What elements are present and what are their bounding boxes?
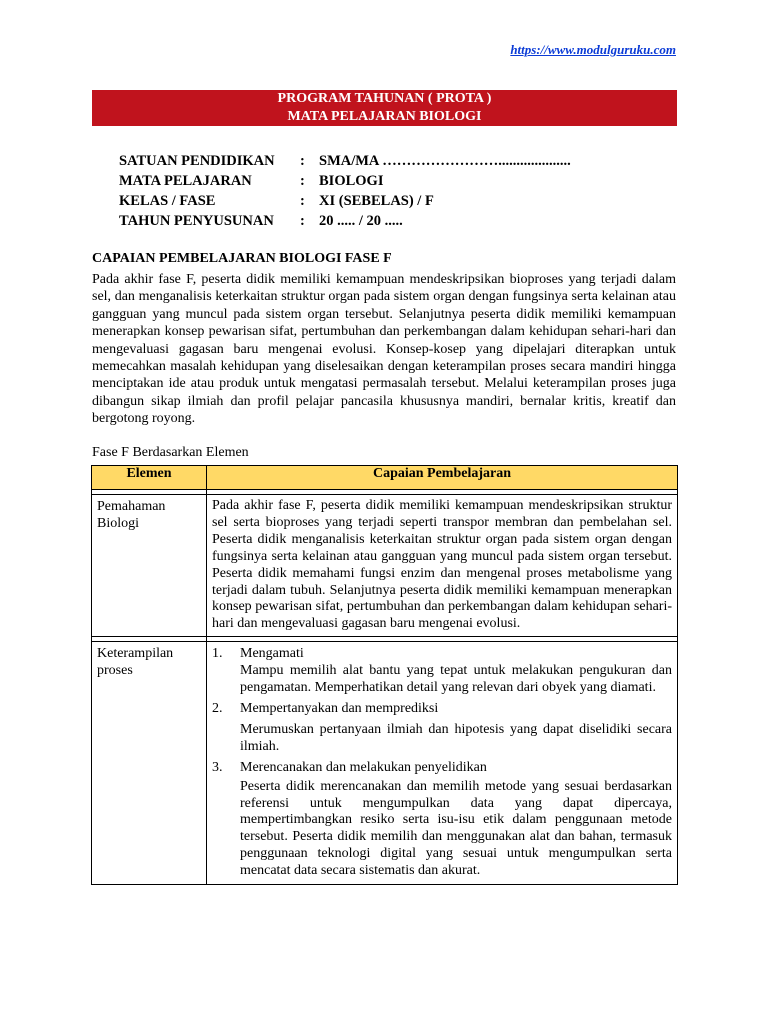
identity-value: BIOLOGI <box>319 173 384 189</box>
item-title: Merencanakan dan melakukan penyelidikan <box>240 759 487 775</box>
item-description: Mampu memilih alat bantu yang tepat untuk melakukan pengukuran dan pengamatan. Memperhatikan detail yang relevan dari obyek yang diamati. <box>240 663 672 696</box>
section-heading: CAPAIAN PEMBELAJARAN BIOLOGI FASE F <box>92 251 392 266</box>
capaian-paragraph: Pada akhir fase F, peserta didik memiliki kemampuan mendeskripsikan bioproses yang terjadi dalam sel, dan menganalisis keterkaitan struktur organ pada sistem organ dengan fungsinya serta kelainan atau gangguan yang muncul pada sistem organ tersebut. Selanjutnya peserta didik memiliki kemampuan menerapkan konsep pewarisan sifat, pertumbuhan dan perkembangan dalam kehidupan sehari-hari dan mengevaluasi gagasan baru mengenai evolusi. Konsep-kosep yang dipelajari diterapkan untuk memecahkan masalah kehidupan yang diselesaikan dengan keterampilan proses secara mandiri hingga menciptakan ide atau produk untuk mengatasi permasalah tersebut. Melalui keterampilan proses juga dibangun sikap ilmiah dan profil pelajar pancasila khususnya mandiri, bernalar kritis, kreatif dan bergotong royong. <box>92 272 676 427</box>
identity-value: 20 ..... / 20 ..... <box>319 213 403 229</box>
identity-row <box>119 171 571 191</box>
banner-title-line2: MATA PELAJARAN BIOLOGI <box>287 109 482 124</box>
list-item <box>212 760 672 777</box>
item-title: Mempertanyakan dan memprediksi <box>240 700 439 716</box>
identity-colon: : <box>300 193 305 209</box>
header-capaian: Capaian Pembelajaran <box>207 466 678 490</box>
item-number: 2. <box>212 700 223 716</box>
item-number: 1. <box>212 646 223 662</box>
identity-colon: : <box>300 153 305 169</box>
identity-block <box>119 151 571 231</box>
identity-row <box>119 191 571 211</box>
list-item <box>212 701 672 718</box>
identity-row <box>119 151 571 171</box>
table-header-row <box>92 466 678 490</box>
identity-key: SATUAN PENDIDIKAN <box>119 153 275 169</box>
capaian-cell: Pada akhir fase F, peserta didik memiliki kemampuan mendeskripsikan struktur sel serta bioproses yang terjadi seperti transpor membran dan pembelahan sel. Peserta didik menganalisis keterkaitan struktur organ pada sistem organ dengan fungsinya serta kelainan atau gangguan yang muncul pada sistem organ tersebut. Peserta didik memahami fungsi enzim dan mengenal proses metabolisme yang terjadi dalam tubuh. Selanjutnya peserta didik memiliki kemampuan menerapkan konsep pewarisan sifat, pertumbuhan dan perkembangan dalam kehidupan sehari-hari dan mengevaluasi gagasan baru mengenai evolusi. <box>207 495 678 637</box>
table-row <box>92 495 678 637</box>
header-elemen: Elemen <box>92 466 207 490</box>
fase-label: Fase F Berdasarkan Elemen <box>92 445 249 460</box>
item-description: Merumuskan pertanyaan ilmiah dan hipotesis yang dapat diselidiki secara ilmiah. <box>240 721 672 754</box>
banner-title-line1: PROGRAM TAHUNAN ( PROTA ) <box>277 91 492 106</box>
identity-key: TAHUN PENYUSUNAN <box>119 213 274 229</box>
identity-colon: : <box>300 213 305 229</box>
item-description: Peserta didik merencanakan dan memilih metode yang sesuai berdasarkan referensi untuk mengumpulkan data yang dapat dipercaya, mempertimbangkan resiko serta isu-isu etik dalam penggunaan metode tersebut. Peserta didik memilih dan menggunakan alat dan bahan, termasuk penggunaan teknologi digital yang sesuai untuk mengumpulkan serta mencatat data secara sistematis dan akurat. <box>240 778 672 879</box>
website-link[interactable]: https://www.modulguruku.com <box>510 42 676 57</box>
identity-value: SMA/MA …………………….................... <box>319 153 571 169</box>
title-banner <box>92 90 677 126</box>
capaian-table <box>91 465 678 885</box>
identity-key: MATA PELAJARAN <box>119 173 252 189</box>
identity-colon: : <box>300 173 305 189</box>
item-number: 3. <box>212 759 223 775</box>
item-title: Mengamati <box>240 646 304 662</box>
capaian-cell <box>207 642 678 885</box>
identity-row <box>119 211 571 231</box>
identity-value: XI (SEBELAS) / F <box>319 193 434 209</box>
elemen-cell: Pemahaman Biologi <box>92 495 207 637</box>
table-row <box>92 642 678 885</box>
identity-key: KELAS / FASE <box>119 193 216 209</box>
list-item <box>212 646 672 663</box>
elemen-cell: Keterampilan proses <box>92 642 207 885</box>
